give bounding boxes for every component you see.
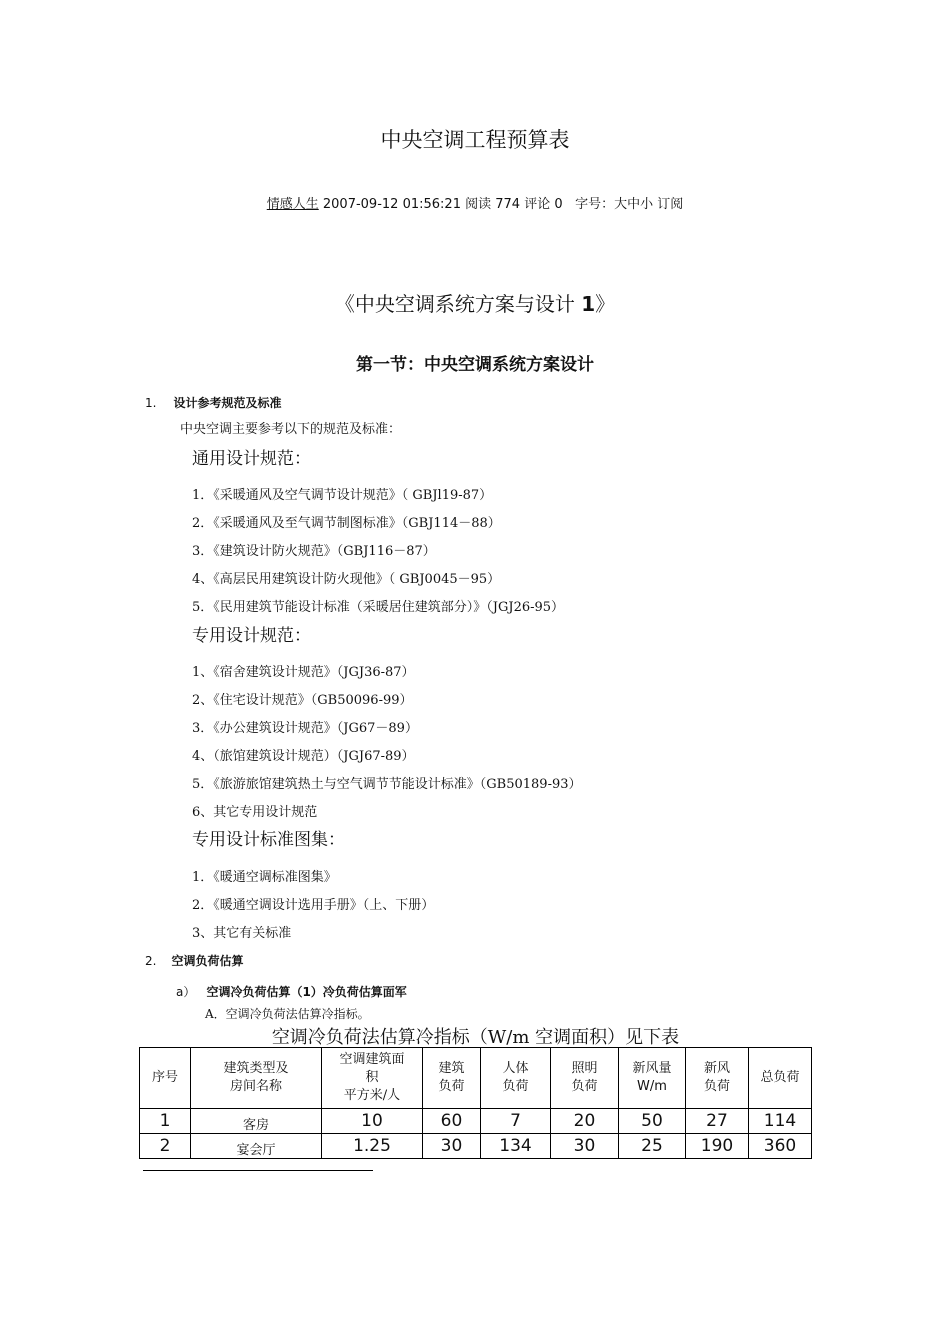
table-cell: 27 bbox=[686, 1109, 749, 1134]
font-size-options[interactable]: 大中小 bbox=[614, 197, 654, 212]
part1-intro: 中央空调主要参考以下的规范及标准： bbox=[180, 422, 402, 437]
header-cell-total-load: 总负荷 bbox=[749, 1048, 812, 1109]
list-item: 3．《建筑设计防火规范》（GBJ116－87） bbox=[192, 544, 436, 559]
table-caption: 空调冷负荷法估算冷指标（W/m 空调面积）见下表 bbox=[271, 1027, 680, 1048]
part2-heading bbox=[145, 950, 244, 969]
table-cell: 30 bbox=[423, 1134, 481, 1159]
table-cell: 25 bbox=[619, 1134, 686, 1159]
table-cell: 1 bbox=[140, 1109, 191, 1134]
header-cell-index: 序号 bbox=[140, 1048, 191, 1109]
footnote-divider bbox=[143, 1170, 373, 1171]
list-item: 2．《暖通空调设计选用手册》（上、下册） bbox=[192, 898, 435, 913]
subtitle-number: 1 bbox=[581, 292, 596, 316]
list-item: 4、《高层民用建筑设计防火现他》（ GBJ0045－95） bbox=[192, 572, 501, 587]
table-cell: 20 bbox=[551, 1109, 619, 1134]
table-cell: 7 bbox=[481, 1109, 551, 1134]
document-title: 中央空调工程预算表 bbox=[380, 128, 570, 152]
group-heading-general: 通用设计规范： bbox=[192, 449, 311, 469]
list-item: 3．《办公建筑设计规范》（JG67－89） bbox=[192, 721, 418, 736]
post-datetime: 2007-09-12 01:56:21 bbox=[322, 197, 461, 212]
list-item: 2、《住宅设计规范》（GB50096-99） bbox=[192, 693, 413, 708]
list-item: 3、其它有关标准 bbox=[192, 926, 292, 941]
comments-count: 0 bbox=[554, 197, 563, 212]
list-item: 5．《旅游旅馆建筑热土与空气调节节能设计标准》（GB50189-93） bbox=[192, 777, 582, 792]
font-size-label: 字号： bbox=[575, 197, 615, 212]
part2-sub-marker: a） bbox=[176, 985, 196, 999]
part1-heading bbox=[145, 392, 282, 411]
table-cell: 1.25 bbox=[322, 1134, 423, 1159]
table-cell: 60 bbox=[423, 1109, 481, 1134]
section-title: 第一节：中央空调系统方案设计 bbox=[356, 355, 594, 375]
group-heading-atlas: 专用设计标准图集： bbox=[192, 830, 345, 850]
part2-note: A．空调冷负荷法估算冷指标。 bbox=[205, 1007, 370, 1021]
part1-number: 1. bbox=[145, 396, 157, 410]
table-cell: 190 bbox=[686, 1134, 749, 1159]
author-link[interactable]: 情感人生 bbox=[266, 197, 319, 212]
list-item: 1．《采暖通风及空气调节设计规范》（ GBJl19-87） bbox=[192, 488, 493, 503]
table-cell: 30 bbox=[551, 1134, 619, 1159]
part2-number: 2. bbox=[145, 954, 157, 968]
subtitle-close: 》 bbox=[595, 292, 616, 316]
table-cell: 114 bbox=[749, 1109, 812, 1134]
list-item: 6、其它专用设计规范 bbox=[192, 805, 318, 820]
table-cell: 10 bbox=[322, 1109, 423, 1134]
part1-title: 设计参考规范及标准 bbox=[173, 396, 282, 410]
reads-count: 774 bbox=[495, 197, 521, 212]
header-cell-fresh-air: 新风量 W/m bbox=[619, 1048, 686, 1109]
part2-sub-title: 空调冷负荷估算（1）冷负荷估算面军 bbox=[206, 985, 407, 999]
table-cell: 宴会厅 bbox=[191, 1134, 322, 1159]
table-row bbox=[140, 1134, 812, 1159]
reads-label: 阅读 bbox=[465, 197, 492, 212]
subscribe-link[interactable]: 订阅 bbox=[657, 197, 684, 212]
cooling-load-table bbox=[139, 1047, 812, 1159]
header-cell-area: 空调建筑面 积 平方米/人 bbox=[322, 1048, 423, 1109]
table-header-row bbox=[140, 1048, 812, 1109]
part2-title: 空调负荷估算 bbox=[171, 954, 244, 968]
header-cell-lighting-load: 照明 负荷 bbox=[551, 1048, 619, 1109]
table-cell: 客房 bbox=[191, 1109, 322, 1134]
header-cell-body-load: 人体 负荷 bbox=[481, 1048, 551, 1109]
group-heading-special: 专用设计规范： bbox=[192, 626, 311, 646]
header-cell-fresh-air-load: 新风 负荷 bbox=[686, 1048, 749, 1109]
list-item: 1．《暖通空调标准图集》 bbox=[192, 870, 337, 885]
table-cell: 134 bbox=[481, 1134, 551, 1159]
table-cell: 360 bbox=[749, 1134, 812, 1159]
comments-label: 评论 bbox=[524, 197, 551, 212]
table-cell: 2 bbox=[140, 1134, 191, 1159]
list-item: 5．《民用建筑节能设计标准（采暖居住建筑部分）》（JGJ26-95） bbox=[192, 600, 565, 615]
document-subtitle bbox=[0, 288, 950, 317]
article-meta bbox=[0, 193, 950, 212]
part2-subheading bbox=[176, 981, 407, 1000]
list-item: 1、《宿舍建筑设计规范》（JGJ36-87） bbox=[192, 665, 415, 680]
header-cell-building-type: 建筑类型及 房间名称 bbox=[191, 1048, 322, 1109]
list-item: 4、（旅馆建筑设计规范）（JGJ67-89） bbox=[192, 749, 415, 764]
header-cell-building-load: 建筑 负荷 bbox=[423, 1048, 481, 1109]
table-row bbox=[140, 1109, 812, 1134]
list-item: 2．《采暖通风及至气调节制图标准》（GBJ114－88） bbox=[192, 516, 501, 531]
subtitle-text: 《中央空调系统方案与设计 bbox=[334, 292, 582, 316]
table-cell: 50 bbox=[619, 1109, 686, 1134]
